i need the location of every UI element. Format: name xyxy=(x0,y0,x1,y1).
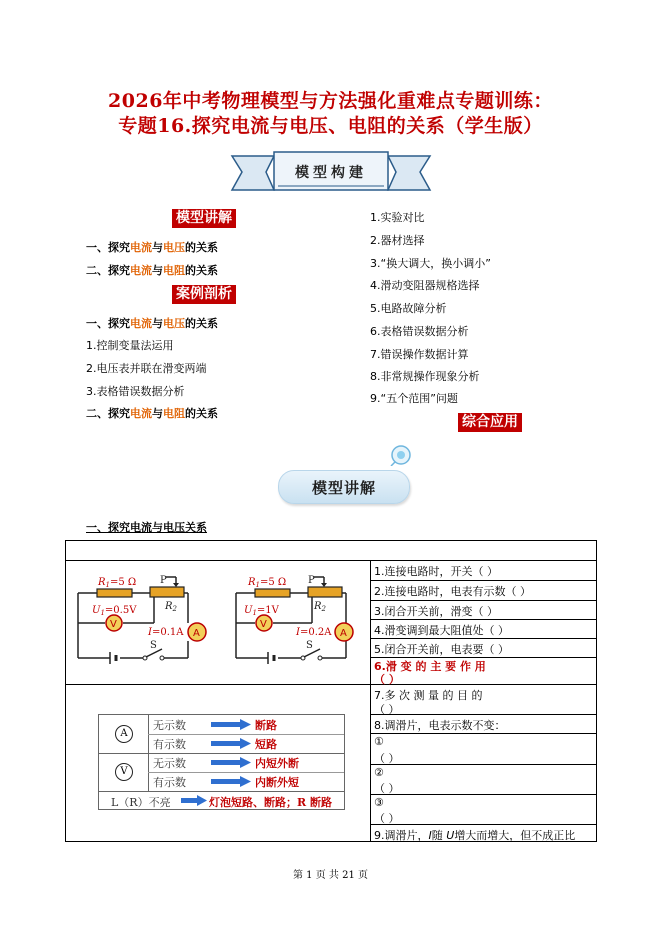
question-7-blank: （ ） xyxy=(374,703,400,716)
pin-icon xyxy=(390,444,412,466)
model-item-2: 二、探究电流与电阻的关系 xyxy=(86,264,218,277)
svg-text:I=0.1A: I=0.1A xyxy=(148,627,184,638)
doc-title-line2: 专题16.探究电流与电压、电阻的关系（学生版） xyxy=(118,115,543,137)
question-2: 2.连接电路时，电表有示数（ ） xyxy=(374,585,531,598)
app-item-7: 7.错误操作数据计算 xyxy=(370,348,469,361)
doc-title-line1: 2026年中考物理模型与方法强化重难点专题训练： xyxy=(108,90,553,112)
section-pill-label: 模型讲解 xyxy=(278,470,410,504)
arrow-right-icon xyxy=(211,738,251,749)
svg-text:A: A xyxy=(340,628,347,639)
svg-text:I=0.2A: I=0.2A xyxy=(296,627,332,638)
fault-legend-table xyxy=(98,714,345,810)
circuit-diagram-2 xyxy=(228,573,368,668)
case-item-1: 一、探究电流与电压的关系 xyxy=(86,317,218,330)
tag-case-analysis: 案例剖析 xyxy=(172,285,236,304)
ammeter-symbol-icon: A xyxy=(115,725,133,743)
svg-text:P: P xyxy=(160,575,167,586)
tag-comprehensive: 综合应用 xyxy=(458,413,522,432)
question-3: 3.闭合开关前，滑变（ ） xyxy=(374,605,498,618)
svg-text:V: V xyxy=(260,619,267,630)
svg-text:A: A xyxy=(193,628,200,639)
tag-model-explain: 模型讲解 xyxy=(172,209,236,228)
svg-text:V: V xyxy=(110,619,117,630)
svg-text:U1=0.5V: $U_1=0.5V$ xyxy=(92,605,137,617)
question-4: 4.滑变调到最大阻值处（ ） xyxy=(374,624,509,637)
app-item-3: 3.“换大调大，换小调小” xyxy=(370,257,491,270)
svg-text:P: P xyxy=(308,575,315,586)
arrow-right-icon xyxy=(211,719,251,730)
question-5: 5.闭合开关前，电表要（ ） xyxy=(374,643,509,656)
r2-rheostat-icon xyxy=(150,587,184,597)
legend-row: 无示数 内短外断 xyxy=(153,757,299,770)
app-item-6: 6.表格错误数据分析 xyxy=(370,325,469,338)
arrow-right-icon xyxy=(181,795,207,806)
model-item-1: 一、探究电流与电压的关系 xyxy=(86,241,218,254)
legend-row-lamp: L（R）不亮 灯泡短路、断路；R 断路 xyxy=(111,796,332,809)
question-8: 8.调滑片，电表示数不变： xyxy=(374,719,506,732)
svg-text:S: S xyxy=(306,640,313,651)
question-8-3-blank: （ ） xyxy=(374,812,400,825)
question-6: 6.滑 变 的 主 要 作 用 xyxy=(374,660,486,673)
question-8-3: ③ xyxy=(374,796,384,809)
svg-text:R2: $R_2$ xyxy=(165,601,177,613)
question-8-1-blank: （ ） xyxy=(374,752,400,765)
app-item-9: 9.“五个范围”问题 xyxy=(370,392,458,405)
svg-text:R2: $R_2$ xyxy=(314,601,326,613)
page-footer: 第 1 页 共 21 页 xyxy=(293,870,368,881)
question-1: 1.连接电路时，开关（ ） xyxy=(374,565,498,578)
app-item-2: 2.器材选择 xyxy=(370,234,425,247)
svg-text:R1=5 Ω: $R_1=5$ Ω xyxy=(248,577,287,589)
app-item-5: 5.电路故障分析 xyxy=(370,302,447,315)
model-build-banner xyxy=(230,150,432,196)
legend-row: 有示数 内断外短 xyxy=(153,776,299,789)
case-sub-1: 1.控制变量法运用 xyxy=(86,339,174,352)
app-item-4: 4.滑动变阻器规格选择 xyxy=(370,279,480,292)
svg-text:U1=1V: $U_1=1V$ xyxy=(244,605,279,617)
legend-row: 无示数 断路 xyxy=(153,719,277,732)
question-8-1: ① xyxy=(374,735,384,748)
arrow-right-icon xyxy=(211,757,251,768)
case-sub-2: 2.电压表并联在滑变两端 xyxy=(86,362,207,375)
case-sub-3: 3.表格错误数据分析 xyxy=(86,385,185,398)
question-9: 9.调滑片，I随 U增大而增大，但不成正比 xyxy=(374,829,576,842)
r1-resistor-icon xyxy=(97,589,132,597)
app-item-8: 8.非常规操作现象分析 xyxy=(370,370,480,383)
question-6-blank: （ ） xyxy=(374,673,400,686)
svg-text:R1=5 Ω: $R_1=5$ Ω xyxy=(98,577,137,589)
r1-resistor-icon xyxy=(255,589,290,597)
voltmeter-symbol-icon: V xyxy=(115,763,133,781)
question-7: 7.多 次 测 量 的 目 的 xyxy=(374,689,483,702)
case-item-2: 二、探究电流与电阻的关系 xyxy=(86,407,218,420)
legend-row: 有示数 短路 xyxy=(153,738,277,751)
app-item-1: 1.实验对比 xyxy=(370,211,425,224)
section-pill xyxy=(278,470,410,504)
banner-label: 模型构建 xyxy=(295,165,367,181)
question-8-2: ② xyxy=(374,766,384,779)
r2-rheostat-icon xyxy=(308,587,342,597)
svg-text:S: S xyxy=(150,640,157,651)
arrow-right-icon xyxy=(211,776,251,787)
circuit-diagram-1 xyxy=(70,573,210,668)
question-8-2-blank: （ ） xyxy=(374,782,400,795)
section-heading: 一、探究电流与电压关系 xyxy=(86,521,207,534)
